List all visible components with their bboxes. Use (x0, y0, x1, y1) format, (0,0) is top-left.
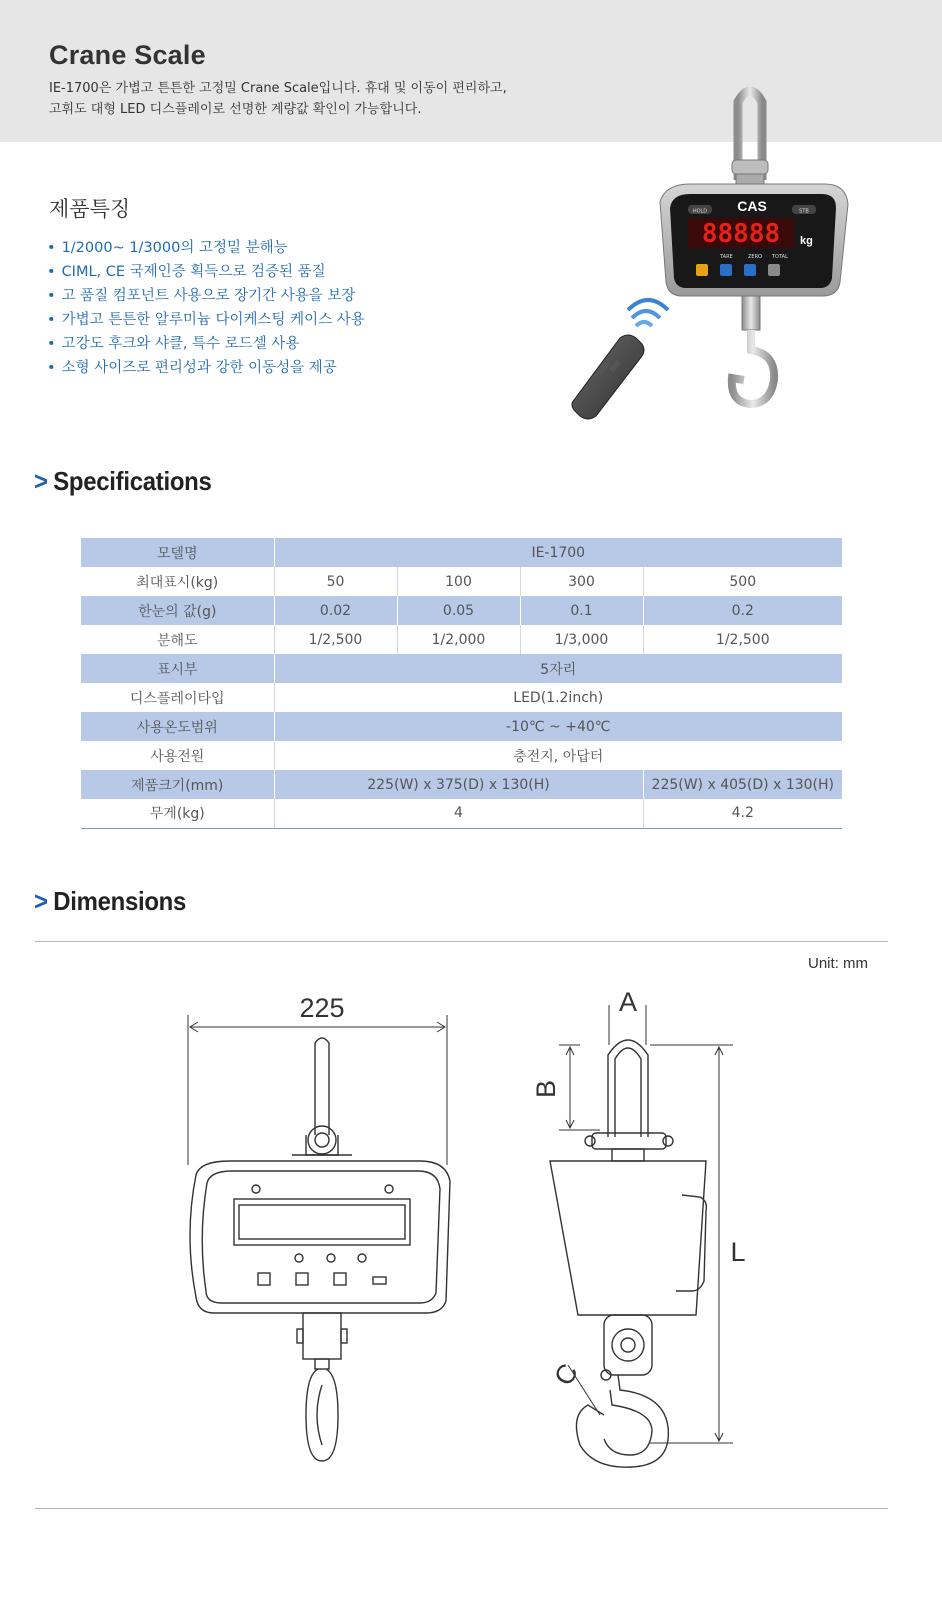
feature-item: • 1/2000~ 1/3000의 고정밀 분해능 (47, 240, 288, 256)
wireless-signal-icon (628, 300, 668, 326)
row-label: 무게(kg) (81, 799, 274, 828)
row-label: 분해도 (81, 625, 274, 654)
feature-item: • CIML, CE 국제인증 획득으로 검증된 품질 (47, 264, 326, 280)
hook-icon (732, 296, 774, 404)
feature-item: • 고 품질 컴포넌트 사용으로 장기간 사용을 보장 (47, 288, 356, 304)
table-row (81, 538, 842, 567)
section-arrow-icon: > (34, 886, 48, 916)
total-button-icon (768, 264, 780, 276)
table-row (81, 712, 842, 741)
table-cell: 0.02 (274, 596, 397, 625)
unit-label: Unit: mm (808, 955, 868, 972)
table-cell: 225(W) x 405(D) x 130(H) (643, 770, 842, 799)
row-label: 모델명 (81, 538, 274, 567)
table-row (81, 770, 842, 799)
table-cell: 충전지, 아답터 (513, 748, 604, 765)
table-row (81, 596, 842, 625)
product-image (570, 82, 890, 422)
row-label: 한눈의 값(g) (81, 596, 274, 625)
remote-control-icon (572, 335, 644, 419)
specifications-table (81, 538, 842, 829)
table-cell: 4.2 (643, 799, 842, 828)
dimensions-heading: > Dimensions (34, 886, 187, 916)
width-dimension-label: 225 (299, 993, 345, 1023)
bullet-icon: • (47, 240, 56, 256)
brand-logo: CAS (737, 198, 767, 214)
row-label: 디스플레이타입 (81, 683, 274, 712)
row-label: 사용온도범위 (81, 712, 274, 741)
table-cell: 1/2,500 (715, 631, 770, 648)
table-row (81, 625, 842, 654)
dimension-drawing (0, 975, 942, 1495)
row-label: 최대표시(kg) (81, 567, 274, 596)
specifications-heading: > Specifications (34, 466, 212, 496)
table-cell: 300 (520, 567, 643, 596)
bullet-icon: • (47, 288, 56, 304)
table-row (81, 683, 842, 712)
badge-stb: STB (799, 208, 809, 215)
page-title: Crane Scale (49, 40, 206, 70)
description-line-2: 고휘도 대형 LED 디스플레이로 선명한 계량값 확인이 가능합니다. (49, 102, 422, 117)
bullet-icon: • (47, 264, 56, 280)
bullet-icon: • (47, 312, 56, 328)
description-line-1: IE-1700은 가볍고 튼튼한 고정밀 Crane Scale입니다. 휴대 및 이동이 편리하고, (49, 81, 507, 96)
row-label: 제품크기(mm) (81, 770, 274, 799)
row-label: 사용전원 (81, 741, 274, 770)
table-cell: 50 (274, 567, 397, 596)
table-cell: 4 (274, 799, 643, 828)
btn-tare-label: TARE (720, 254, 733, 260)
row-label: 표시부 (81, 654, 274, 683)
feature-item: • 가볍고 튼튼한 알루미늄 다이케스팅 케이스 사용 (47, 312, 365, 328)
features-list (47, 236, 365, 380)
tare-button-icon (720, 264, 732, 276)
divider (35, 1508, 888, 1509)
table-cell: IE-1700 (274, 538, 842, 567)
table-row (81, 654, 842, 683)
table-cell: 1/3,000 (520, 625, 643, 654)
table-cell: 0.2 (643, 596, 842, 625)
btn-zero-label: ZERO (748, 254, 762, 260)
zero-button-icon (744, 264, 756, 276)
dimension-label-c: C (548, 1358, 585, 1391)
feature-item: • 고강도 후크와 샤클, 특수 로드셀 사용 (47, 336, 300, 352)
features-title: 제품특징 (49, 197, 131, 221)
table-row (81, 799, 842, 828)
table-cell: 100 (397, 567, 520, 596)
power-button-icon (696, 264, 708, 276)
dimension-label-a: A (618, 987, 638, 1017)
btn-total-label: TOTAL (772, 254, 788, 260)
feature-item: • 소형 사이즈로 편리성과 강한 이동성을 제공 (47, 360, 337, 376)
led-readout: 88888 (701, 219, 781, 249)
weight-unit: kg (800, 235, 813, 247)
table-cell: 0.05 (397, 596, 520, 625)
side-view-drawing (550, 1005, 733, 1467)
table-cell: 1/2,000 (397, 625, 520, 654)
dimension-label-b: B (531, 1079, 561, 1099)
table-row (81, 567, 842, 596)
table-cell: 225(W) x 375(D) x 130(H) (274, 770, 643, 799)
bullet-icon: • (47, 336, 56, 352)
badge-hold: HOLD (692, 208, 708, 215)
dimension-label-l: L (730, 1237, 746, 1267)
shackle-icon (732, 91, 768, 188)
table-cell: -10℃ ~ +40℃ (274, 712, 842, 741)
table-cell: 1/2,500 (274, 625, 397, 654)
front-view-drawing (188, 1015, 450, 1461)
section-arrow-icon: > (34, 466, 48, 496)
table-cell: LED(1.2inch) (513, 689, 604, 706)
table-cell: 500 (729, 573, 757, 590)
table-cell: 5자리 (274, 654, 842, 683)
bullet-icon: • (47, 360, 56, 376)
divider (35, 941, 888, 942)
table-cell: 0.1 (520, 596, 643, 625)
table-row (81, 741, 842, 770)
